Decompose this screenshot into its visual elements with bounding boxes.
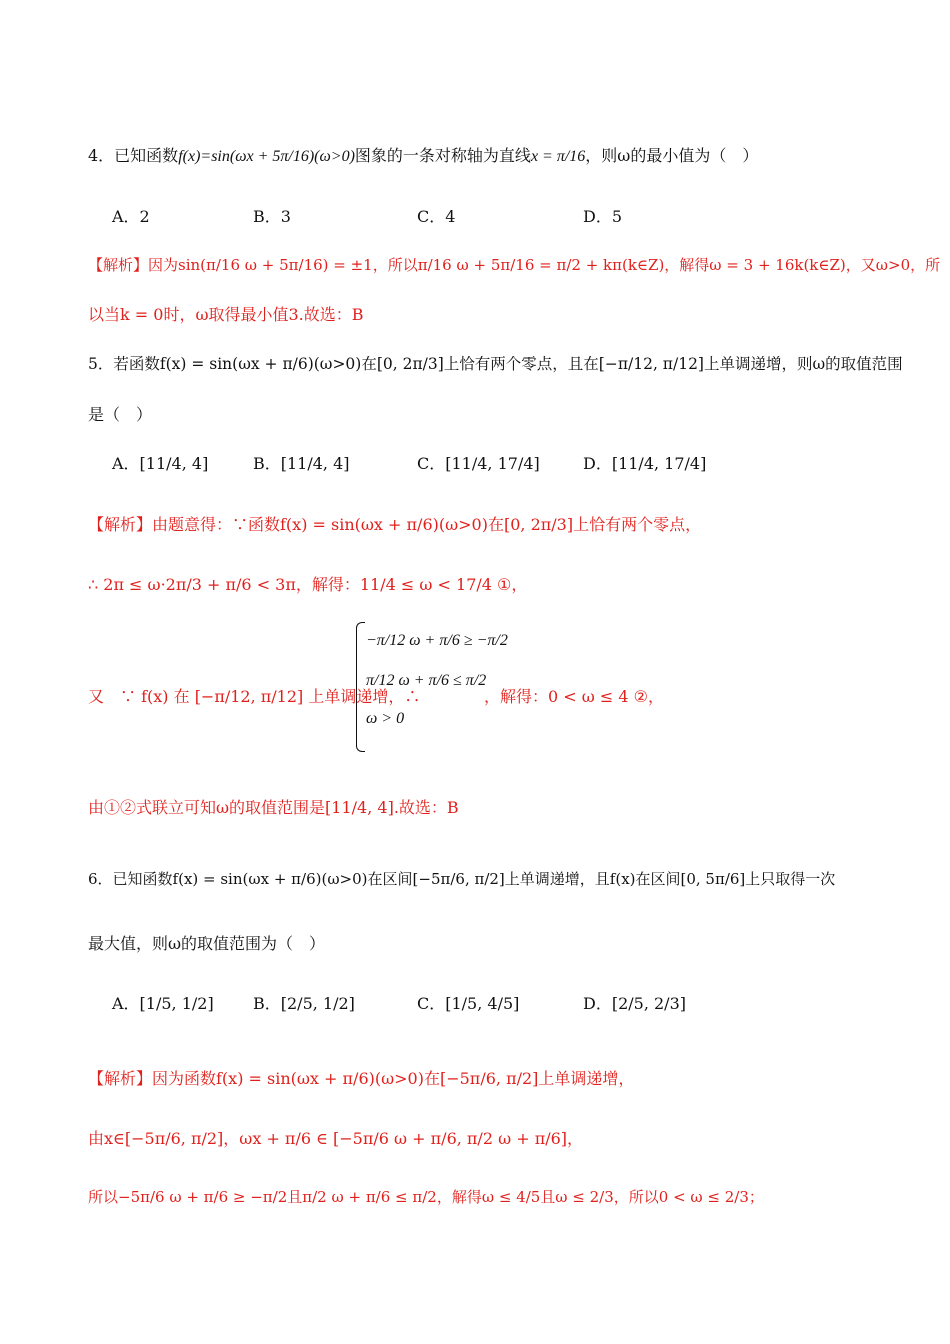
q4-solution-2: 以当k = 0时，ω取得最小值3.故选：B	[88, 305, 364, 324]
q6-solution-2: 由x∈[−5π/6, π/2]，ωx + π/6 ∈ [−5π/6 ω + π/6, π/2 ω + π/6]，	[88, 1129, 584, 1148]
q5-solution-1: 【解析】由题意得：∵函数f(x) = sin(ωx + π/6)(ω>0)在[0, 2π/3]上恰有两个零点，	[88, 515, 702, 534]
q5-stem-1: 5．若函数f(x) = sin(ωx + π/6)(ω>0)在[0, 2π/3]上恰有两个零点，且在[−π/12, π/12]上单调递增，则ω的取值范围	[88, 355, 903, 373]
q5-solution-3a: 又 ∵ f(x) 在 [−π/12, π/12] 上单调递增，∴	[88, 687, 421, 706]
q5-stem-2: 是（ ）	[88, 405, 153, 424]
q5-system-line-2: π/12 ω + π/6 ≤ π/2	[366, 672, 487, 689]
q6-option-d: D．[2/5, 2/3]	[583, 994, 686, 1013]
q6-stem-1: 6．已知函数f(x) = sin(ωx + π/6)(ω>0)在区间[−5π/6, π/2]上单调递增，且f(x)在区间[0, 5π/6]上只取得一次	[88, 870, 836, 888]
q5-option-d: D．[11/4, 17/4]	[583, 454, 707, 473]
q6-option-b: B．[2/5, 1/2]	[253, 994, 355, 1013]
q4-option-d: D．5	[583, 207, 623, 226]
q5-solution-2: ∴ 2π ≤ ω·2π/3 + π/6 < 3π，解得：11/4 ≤ ω < 17/4 ①，	[88, 575, 528, 594]
q4-stem-a: 4．已知函数	[88, 146, 179, 165]
q4-option-b: B．3	[253, 207, 291, 226]
q5-solution-3b: ，解得：0 < ω ≤ 4 ②，	[484, 687, 664, 706]
q6-option-a: A．[1/5, 1/2]	[112, 994, 214, 1013]
q4-stem-c: ，则ω的最小值为（ ）	[585, 146, 759, 165]
q4-option-c: C．4	[417, 207, 456, 226]
q6-solution-3: 所以−5π/6 ω + π/6 ≥ −π/2且π/2 ω + π/6 ≤ π/2，解得ω ≤ 4/5且ω ≤ 2/3，所以0 < ω ≤ 2/3；	[88, 1188, 764, 1206]
q4-formula: f(x)=sin(ωx + 5π/16)(ω>0)	[178, 148, 355, 165]
q4-stem-b: 图象的一条对称轴为直线	[354, 146, 531, 165]
q5-system-line-1: −π/12 ω + π/6 ≥ −π/2	[366, 632, 508, 649]
q5-system-line-3: ω > 0	[366, 710, 405, 727]
q5-option-a: A．[11/4, 4]	[112, 454, 209, 473]
q5-solution-4: 由①②式联立可知ω的取值范围是[11/4, 4].故选：B	[88, 798, 459, 817]
q4-axis: x = π/16	[530, 148, 586, 165]
q6-solution-1: 【解析】因为函数f(x) = sin(ωx + π/6)(ω>0)在[−5π/6, π/2]上单调递增，	[88, 1069, 635, 1088]
q6-stem-2: 最大值，则ω的取值范围为（ ）	[88, 934, 326, 953]
q5-option-c: C．[11/4, 17/4]	[417, 454, 540, 473]
q6-option-c: C．[1/5, 4/5]	[417, 994, 520, 1013]
q5-option-b: B．[11/4, 4]	[253, 454, 350, 473]
q4-stem	[88, 143, 758, 166]
q4-solution-1: 【解析】因为sin(π/16 ω + 5π/16) = ±1，所以π/16 ω + 5π/16 = π/2 + kπ(k∈Z)，解得ω = 3 + 16k(k∈Z)，又ω>0，所	[88, 256, 941, 274]
q4-option-a: A．2	[112, 207, 150, 226]
